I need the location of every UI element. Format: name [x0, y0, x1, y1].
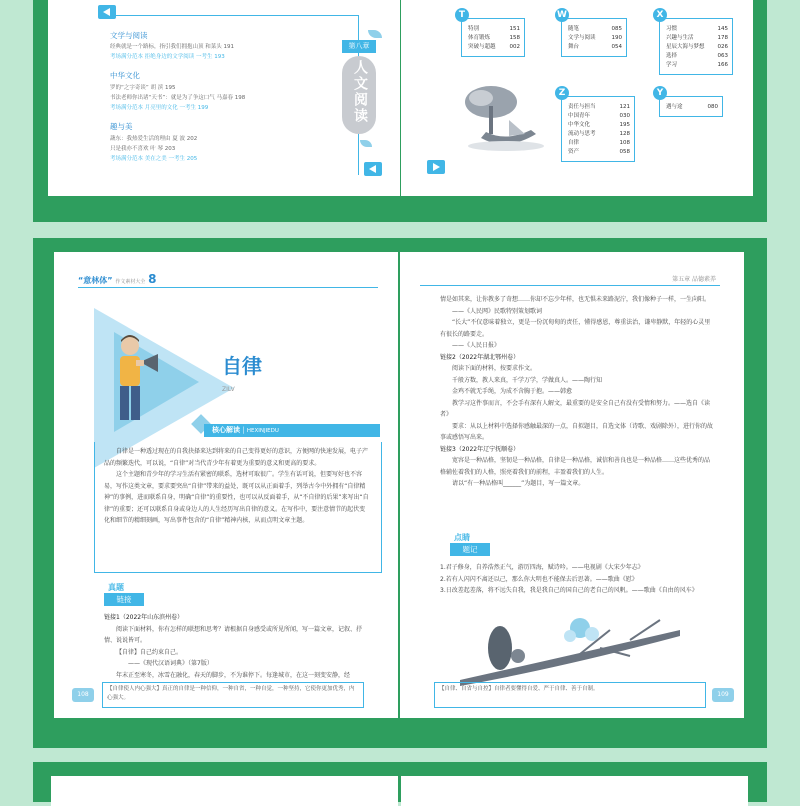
- index-entry: [568, 139, 630, 147]
- index-page: 030: [619, 113, 630, 119]
- index-page: 178: [717, 35, 728, 41]
- paragraph: 【自律】自己约束自己。: [116, 648, 183, 656]
- index-entry: [568, 43, 622, 51]
- index-page: 080: [707, 104, 718, 110]
- section-title-literature: 文学与阅读: [110, 31, 148, 40]
- index-letter-w: W: [555, 8, 569, 22]
- quote-line: 1.君子修身，自养浩然正气，游历四海，赋诗吟。——电视剧《大宋少年志》: [440, 564, 644, 571]
- index-page: 002: [509, 44, 520, 50]
- index-entry: [568, 148, 630, 156]
- quotes-block: [440, 562, 714, 597]
- paragraph: 要求：从以上材料中选择你感触最深的一点，自拟题目，自选文体（诗歌、戏剧除外），进行你的故事或感悟写出来。: [440, 422, 714, 441]
- index-letter-t: T: [455, 8, 469, 22]
- leaf-decoration: [368, 30, 382, 38]
- zhenti-sub: 链接: [104, 593, 144, 606]
- index-term: 习惯: [666, 26, 678, 32]
- index-page: 151: [509, 26, 520, 32]
- index-page: 054: [611, 44, 622, 50]
- contents-entry: 考场满分范本 美在之美 一考生 205: [110, 156, 198, 162]
- paragraph: 千般方数，教人来真，千学万学，学做真人。——陶行知: [452, 376, 603, 384]
- exam-link-text: [104, 612, 372, 681]
- paragraph: 请以“有一种品格叫______”为题目，写一篇文章。: [452, 480, 585, 487]
- topic-right-page: [400, 252, 744, 718]
- index-page: 145: [717, 26, 728, 32]
- quote-line: 2.若有人闪闪不离还以己，那么你大明也不能保去后思著。——歌曲《慰》: [440, 575, 638, 583]
- index-term: 体育锻炼: [468, 35, 491, 41]
- topic-pinyin: ZILV: [222, 386, 235, 393]
- contents-entry: 书法老师你出诸“天书”：就是为了争这口气 马嘉春 198: [110, 95, 246, 101]
- index-entry: [568, 103, 630, 111]
- right-text-block: [440, 294, 714, 490]
- footer-tip: 【自律、自省与自控】自律者要懂得自爱、严于自律、善于自制。: [439, 686, 599, 692]
- header-rule: [78, 287, 378, 288]
- paragraph: 这个主题和青少年的学习生活有紧密的联系，选材可取很广。学生有话可说，但要写好也不容易，写作这类文章，要求要突出“自律”带来的益处，既可以从正面着手，列举古今中外拥有“自律精神”的事例，进而联系自身，明确“自律”的重要性，也可以从反面着手，从“不自律的后果”来写出“自律”的重要；还可以联系自身或身边人的人生经历写出自律的意义。在写作中，要注意情节的起伏变化和细节的精细刻画，写出事件包含的“自律”精神内核，从而点明文章主题。: [104, 471, 369, 524]
- index-entry: [666, 52, 728, 60]
- index-term: 选择: [666, 53, 678, 59]
- contents-entry: 蔬东：我热爱生活的理由 夏 波 202: [110, 136, 198, 142]
- index-page: 128: [619, 131, 630, 137]
- index-term: 中华文化: [568, 122, 591, 128]
- paragraph: 阅读下面材料，你有怎样的联想和思考？请根据自身感受或所见所闻，写一篇文章，记叙、抒情、说说皆可。: [104, 625, 363, 644]
- index-term: 自律: [568, 140, 580, 146]
- dianjing-badge: [440, 532, 500, 560]
- index-right-page: [401, 0, 753, 196]
- index-page: 195: [619, 122, 630, 128]
- index-entry: [666, 61, 728, 69]
- index-entry: [568, 130, 630, 138]
- index-term: 流动与思考: [568, 131, 596, 137]
- middle-spread-panel: [33, 238, 767, 748]
- section-banner: 核心解读 | HEXINJIEDU: [204, 424, 380, 437]
- index-term: 遇与途: [666, 104, 683, 110]
- cropped-left-page: [51, 776, 398, 806]
- footer-tip: 【自律使人内心强大】真正的自律是一种信仰，一种自省，一种自觉，一种坚持，它使你更加优秀，内心强大。: [107, 686, 355, 701]
- index-term: 资产: [568, 149, 580, 155]
- dianjing-sub: 题记: [450, 543, 490, 556]
- leaf-decoration: [360, 140, 372, 147]
- index-letter-x: X: [653, 8, 667, 22]
- contents-entry: 罗的“之字奇谈” 胡 滨 195: [110, 85, 176, 91]
- footer-tip-box: [434, 682, 706, 708]
- index-entry: [666, 34, 728, 42]
- index-page: 108: [619, 140, 630, 146]
- paragraph: 宽容是一种品格，坚韧是一种品格，自律是一种品格，诚信和善良也是一种品格……这些优秀的品格辅佐着我们的人格，照亮着我们的前程，丰盈着我们的人生。: [440, 457, 711, 476]
- paragraph: 情是如其来，让你教多了奇想……你却不忘少年样，也无惧未来路泥泞，我们像种子一样，一生向阳。: [440, 296, 711, 303]
- index-letter-z: Z: [555, 86, 569, 100]
- footer-tip-box: [102, 682, 364, 708]
- index-entry: [568, 121, 630, 129]
- person-megaphone-illustration: [106, 332, 186, 432]
- chapter-badge: 第八章: [342, 40, 376, 53]
- index-letter-y: Y: [653, 86, 667, 100]
- series-number: 8: [148, 272, 157, 286]
- index-box-z: [561, 96, 635, 162]
- index-entry: [468, 34, 520, 42]
- index-page: 190: [611, 35, 622, 41]
- paragraph: 金鸡不就无手绳，为成不含胸于抱。——韩愈: [452, 388, 573, 395]
- page-number-tab: [712, 688, 734, 702]
- bottom-spread-panel: [33, 762, 767, 802]
- paragraph: “长大”不仅意味着独立，更是一份沉甸甸的责任，懂得感恩，尊重法治，谦卑静默，年轻的心灵里有很长的路要走。: [440, 319, 711, 338]
- source-line: ——《人民网》民歌特别策划歌词: [452, 307, 543, 315]
- contents-entry: 考场满分范本 拒绝身边的文学阅读 一考生 193: [110, 54, 225, 60]
- topic-title: 自律: [222, 354, 262, 378]
- index-box-t: [461, 18, 525, 57]
- index-entry: [468, 43, 520, 51]
- index-term: 中国青年: [568, 113, 591, 119]
- link-title: 链接2（2022年湖北鄂州卷）: [440, 353, 520, 361]
- contents-entry: 考场满分范本 月亮里的文化 一考生 199: [110, 105, 209, 111]
- index-page: 166: [717, 62, 728, 68]
- index-page: 058: [619, 149, 630, 155]
- chapter-title: 人文阅读: [352, 60, 368, 124]
- top-spread-panel: [33, 0, 767, 222]
- index-entry: [568, 25, 622, 33]
- index-entry: [568, 34, 622, 42]
- contents-left-page: [48, 0, 400, 196]
- index-entry: [468, 25, 520, 33]
- index-term: 星辰大海与梦想: [666, 44, 705, 50]
- index-term: 突破与超越: [468, 44, 496, 50]
- page-number: 109: [717, 691, 729, 698]
- source-line: ——《人民日报》: [452, 342, 501, 349]
- paragraph: 教学习这件事而言，不会手有深有人解文，最重要的是安全自己有没有受惰和努力。——选自《读者》: [440, 399, 711, 418]
- index-term: 文学与阅读: [568, 35, 596, 41]
- contents-entry: 经典就是一个路标，指引我们拥抱山顶 和菜头 191: [110, 44, 234, 50]
- index-box-x: [659, 18, 733, 75]
- index-term: 学习: [666, 62, 678, 68]
- series-subtitle: 作文素材大全: [115, 279, 146, 285]
- index-term: 责任与担当: [568, 104, 596, 110]
- interpretation-text: [104, 446, 370, 527]
- prev-arrow-icon: [364, 162, 382, 176]
- squirrel-branch-illustration: [460, 610, 680, 688]
- quote-line: 3.日改差起差落，将不远失自我，我是我自己的国自己的老自己的风帆。——歌曲《自由的风车》: [440, 587, 698, 594]
- index-entry: [568, 112, 630, 120]
- dianjing-label: 点睛: [454, 533, 470, 542]
- paragraph: 自律是一种透过现在的自我抉择来达到将来的自己变得更好的意识，方便网的快速发展，电子产品的频繁迭代，可以说，“自律”对当代青少年有着更为重要的意义和更高的要求。: [104, 448, 369, 467]
- index-page: 026: [717, 44, 728, 50]
- link-title: 链接3（2022年辽宁抚顺卷）: [440, 445, 520, 453]
- zhenti-badge: [94, 582, 154, 610]
- index-page: 063: [717, 53, 728, 59]
- index-box-w: [561, 18, 627, 57]
- index-entry: [666, 103, 718, 111]
- chapter-header: 第五章 品德素养: [672, 276, 716, 283]
- index-term: 舞台: [568, 44, 580, 50]
- index-box-y: [659, 96, 723, 117]
- zhenti-label: 真题: [108, 583, 124, 592]
- index-page: 121: [619, 104, 630, 110]
- index-term: 兴趣与生活: [666, 35, 694, 41]
- contents-entry: 只是我亦不喜欢 叶 琴 203: [110, 146, 176, 152]
- paragraph: 阅读下面的材料，按要求作文。: [452, 365, 537, 372]
- section-title-culture: 中华文化: [110, 71, 140, 80]
- section-label: 核心解读: [212, 426, 240, 434]
- index-page: 158: [509, 35, 520, 41]
- link-title: 链接1（2022年山东滨州卷）: [104, 614, 184, 621]
- header-rule: [420, 285, 720, 286]
- next-arrow-icon: [427, 160, 445, 174]
- index-term: 特别: [468, 26, 480, 32]
- cropped-right-page: [401, 776, 748, 806]
- page-number: 108: [77, 691, 89, 698]
- series-name: “意林体”: [78, 276, 113, 285]
- paragraph: ——《现代汉语词典》（第7版）: [128, 660, 213, 667]
- tree-boat-illustration: [461, 80, 551, 160]
- section-pinyin: HEXINJIEDU: [246, 428, 279, 434]
- index-page: 085: [611, 26, 622, 32]
- section-title-beauty: 趣与美: [110, 122, 133, 131]
- prev-arrow-icon: [98, 5, 116, 19]
- index-entry: [666, 25, 728, 33]
- paragraph: 年末正至寒冬，冰雪在融化，春天的脚步，不为谁停下。每逢城市，在这一刻变安静，经: [116, 671, 351, 679]
- index-term: 随笔: [568, 26, 580, 32]
- index-entry: [666, 43, 728, 51]
- decorative-frame-line: [114, 15, 359, 16]
- series-logo: [78, 272, 156, 286]
- topic-left-page: [54, 252, 398, 718]
- page-number-tab: [72, 688, 94, 702]
